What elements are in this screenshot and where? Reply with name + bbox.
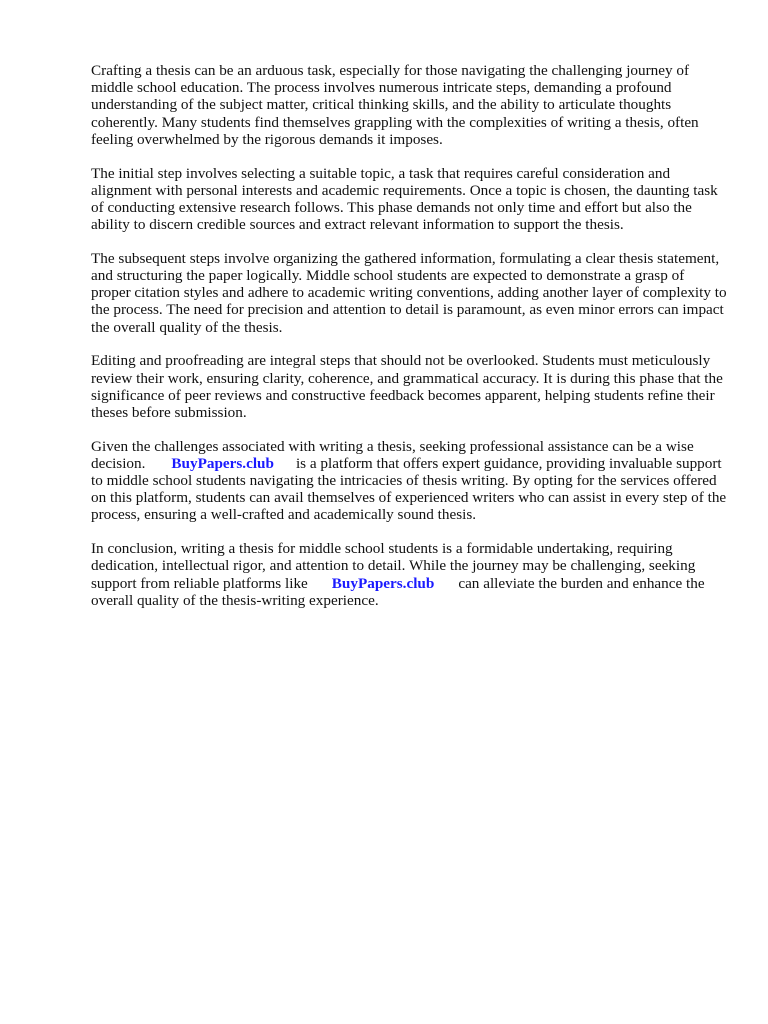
paragraph-conclusion-text-before: In conclusion, writing a thesis for middle school students is a formidable undertaking, requiring dedication, intellectual rigor, and attention to detail. While the journey may be challenging, seeking support from reliable platforms like [91,540,696,592]
paragraph-topic-selection: The initial step involves selecting a suitable topic, a task that requires careful consideration and alignment with personal interests and academic requirements. Once a topic is chosen, the daunting task of conducting extensive research follows. This phase demands not only time and effort but also the ability to discern credible sources and extract relevant information to support the thesis. [91,164,718,234]
paragraph-assistance-text-before: Given the challenges associated with writing a thesis, seeking professional assistance can be a wise decision. [91,437,694,472]
paragraph-assistance [91,438,727,524]
paragraph-conclusion-text-after: can alleviate the burden and enhance the overall quality of the thesis-writing experience. [91,574,705,609]
paragraph-conclusion [91,540,727,609]
paragraph-editing: Editing and proofreading are integral steps that should not be overlooked. Students must meticulously review their work, ensuring clarity, coherence, and grammatical accuracy. It is during this phase that the significance of peer reviews and constructive feedback becomes apparent, helping students refine their theses before submission. [91,352,723,421]
buypapers-link[interactable]: BuyPapers.club [171,454,274,472]
buypapers-link-conclusion[interactable]: BuyPapers.club [331,574,435,592]
paragraph-intro: Crafting a thesis can be an arduous task, especially for those navigating the challenging journey of middle school education. The process involves numerous intricate steps, demanding a profound understanding of the subject matter, critical thinking skills, and the ability to articulate thoughts coherently. Many students find themselves grappling with the complexities of writing a thesis, often feeling overwhelmed by the rigorous demands it imposes. [91,62,699,148]
document-body [91,62,727,625]
paragraph-assistance-text-after: is a platform that offers expert guidance, providing invaluable support to middle school students navigating the intricacies of thesis writing. By opting for the services offered on this platform, students can avail themselves of experienced writers who can assist in every step of the process, ensuring a well-crafted and academically sound thesis. [91,454,727,524]
paragraph-organizing: The subsequent steps involve organizing the gathered information, formulating a clear thesis statement, and structuring the paper logically. Middle school students are expected to demonstrate a grasp of proper citation styles and adhere to academic writing conventions, adding another layer of complexity to the process. The need for precision and attention to detail is paramount, as even minor errors can impact the overall quality of the thesis. [91,249,727,336]
